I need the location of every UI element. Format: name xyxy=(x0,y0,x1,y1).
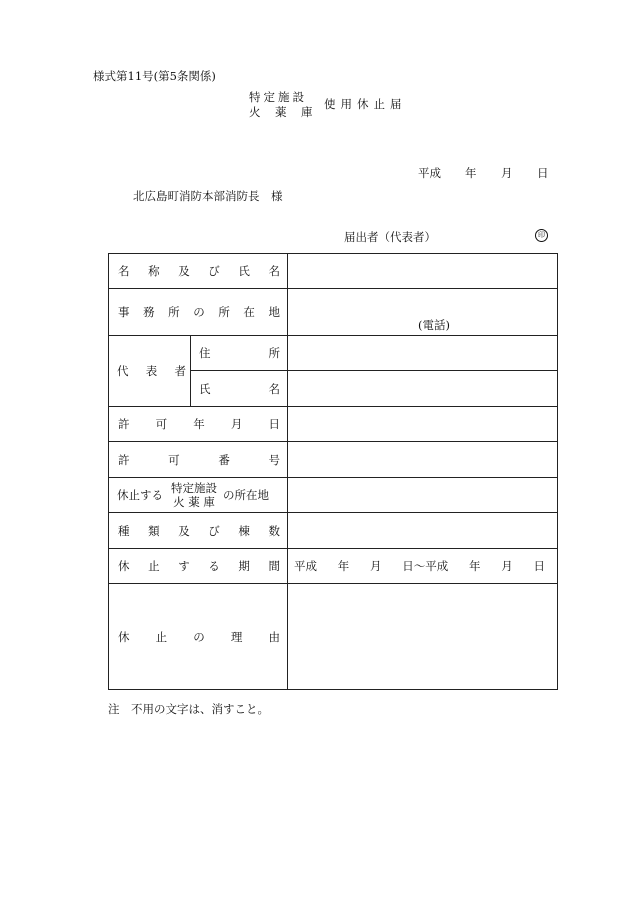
label-char: 住 xyxy=(199,346,211,360)
date-month: 月 xyxy=(501,166,513,180)
notification-form-table xyxy=(108,253,558,690)
label-char: す xyxy=(178,559,190,573)
field-rep-name[interactable] xyxy=(288,371,558,407)
row-permit-number xyxy=(109,442,558,478)
label-char: 番 xyxy=(218,452,230,467)
label-char: 氏 xyxy=(199,381,211,396)
row-suspend-location xyxy=(109,478,558,513)
label-char: 許 xyxy=(118,417,130,431)
field-suspend-location[interactable] xyxy=(288,478,558,513)
label-char: 所 xyxy=(268,346,280,360)
row-rep-address xyxy=(109,336,558,371)
label-text: 火 薬 庫 xyxy=(173,495,215,509)
period-part: 平成 xyxy=(294,559,317,573)
field-kind-count[interactable] xyxy=(288,513,558,549)
label-char: 事 xyxy=(118,305,130,319)
label-reason xyxy=(109,584,288,690)
label-char: 休 xyxy=(118,629,130,644)
label-char: 及 xyxy=(178,523,190,538)
label-office xyxy=(109,289,288,336)
row-office xyxy=(109,289,558,336)
applicant-label: 届出者（代表者） xyxy=(344,230,436,244)
label-period xyxy=(109,549,288,584)
label-char: 及 xyxy=(178,264,190,278)
label-char: 者 xyxy=(174,364,186,378)
period-part: 日〜平成 xyxy=(402,559,449,573)
label-char: 許 xyxy=(118,452,130,467)
label-char: 表 xyxy=(145,364,158,378)
date-year: 年 xyxy=(465,166,477,180)
footnote: 注 不用の文字は、消すこと。 xyxy=(108,702,269,716)
label-char: 数 xyxy=(268,523,280,538)
label-representative xyxy=(109,336,191,407)
title-line-2 xyxy=(249,104,327,120)
label-text: の所在地 xyxy=(223,488,269,502)
label-suspend-location xyxy=(109,478,288,513)
phone-label: (電話) xyxy=(418,318,450,332)
field-reason[interactable] xyxy=(288,584,558,690)
label-char: 所 xyxy=(168,305,180,319)
title-char: 火 xyxy=(249,105,261,119)
label-char: 期 xyxy=(238,559,250,573)
label-char: 理 xyxy=(230,629,243,644)
label-char: 由 xyxy=(268,629,280,644)
label-char: 名 xyxy=(268,381,280,396)
label-name xyxy=(109,254,288,289)
row-kind-count xyxy=(109,513,558,549)
label-person-name xyxy=(191,371,288,407)
row-period xyxy=(109,549,558,584)
label-char: 種 xyxy=(118,523,130,538)
date-day: 日 xyxy=(537,166,549,180)
label-char: 代 xyxy=(117,364,129,378)
form-number: 様式第11号(第5条関係) xyxy=(93,69,216,83)
label-char: 名 xyxy=(268,264,280,278)
field-permit-number[interactable] xyxy=(288,442,558,478)
field-period[interactable] xyxy=(288,549,558,584)
field-office[interactable] xyxy=(288,289,558,336)
field-permit-date[interactable] xyxy=(288,407,558,442)
label-text: 休止する xyxy=(117,488,163,502)
label-char: 在 xyxy=(243,305,255,319)
period-part: 日 xyxy=(533,559,545,573)
label-address xyxy=(191,336,288,371)
label-char: る xyxy=(208,559,220,573)
label-char: び xyxy=(208,523,220,538)
label-char: 休 xyxy=(118,559,130,573)
label-char: 類 xyxy=(148,523,160,538)
seal-mark: 印 xyxy=(535,229,548,242)
label-char: 可 xyxy=(168,452,180,467)
label-char: 地 xyxy=(268,305,280,319)
label-char: の xyxy=(193,629,205,644)
title-suffix: 使用休止届 xyxy=(324,97,407,111)
label-char: 棟 xyxy=(238,523,250,538)
addressee: 北広島町消防本部消防長 様 xyxy=(133,189,283,203)
label-char: 年 xyxy=(193,417,205,431)
period-part: 年 xyxy=(337,559,350,573)
label-char: 称 xyxy=(148,264,160,278)
field-rep-address[interactable] xyxy=(288,336,558,371)
label-char: 名 xyxy=(118,264,130,278)
label-char: 可 xyxy=(155,417,168,431)
title-line-1: 特定施設 xyxy=(249,90,307,104)
label-char: び xyxy=(208,264,220,278)
label-text: 特定施設 xyxy=(171,481,217,495)
label-permit-number xyxy=(109,442,288,478)
period-part: 月 xyxy=(501,559,513,573)
label-char: 号 xyxy=(268,452,280,467)
label-char: 務 xyxy=(143,305,155,319)
period-part: 月 xyxy=(370,559,382,573)
period-part: 年 xyxy=(469,559,481,573)
title-char: 薬 xyxy=(275,105,287,119)
date-era: 平成 xyxy=(418,166,441,180)
label-char: 止 xyxy=(155,629,168,644)
label-char: 間 xyxy=(268,559,280,573)
row-name xyxy=(109,254,558,289)
field-name[interactable] xyxy=(288,254,558,289)
row-reason xyxy=(109,584,558,690)
label-char: の xyxy=(193,305,205,319)
label-permit-date xyxy=(109,407,288,442)
label-char: 所 xyxy=(218,305,230,319)
label-char: 日 xyxy=(268,417,280,431)
label-kind-count xyxy=(109,513,288,549)
label-char: 氏 xyxy=(238,264,250,278)
row-permit-date xyxy=(109,407,558,442)
label-char: 月 xyxy=(230,417,243,431)
label-char: 止 xyxy=(148,559,160,573)
title-char: 庫 xyxy=(301,105,313,119)
